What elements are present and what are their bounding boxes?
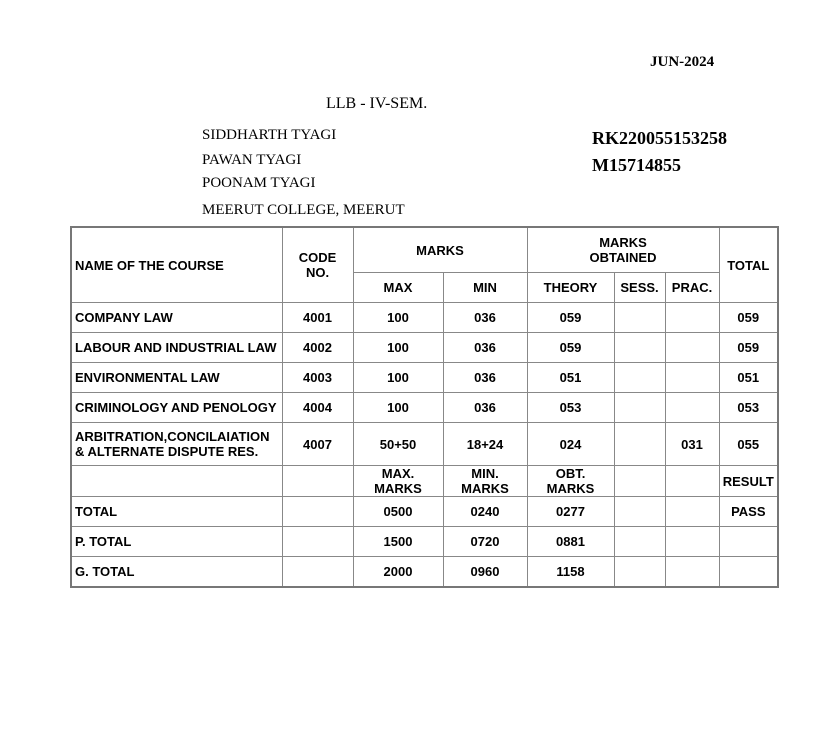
summary-empty xyxy=(665,557,719,588)
subject-max: 100 xyxy=(353,333,443,363)
subject-theory: 024 xyxy=(527,423,614,466)
subject-name: LABOUR AND INDUSTRIAL LAW xyxy=(71,333,282,363)
subject-total: 053 xyxy=(719,393,778,423)
subject-max: 100 xyxy=(353,303,443,333)
subject-min: 036 xyxy=(443,333,527,363)
summary-empty xyxy=(614,497,665,527)
subject-total: 059 xyxy=(719,303,778,333)
summary-label: P. TOTAL xyxy=(71,527,282,557)
header-code: CODE NO. xyxy=(282,227,353,303)
subject-prac xyxy=(665,303,719,333)
summary-obt: 0277 xyxy=(527,497,614,527)
exam-session: JUN-2024 xyxy=(650,54,715,70)
header-min: MIN xyxy=(443,273,527,303)
summary-min: 0240 xyxy=(443,497,527,527)
subject-code: 4001 xyxy=(282,303,353,333)
subject-name-line2: & ALTERNATE DISPUTE RES. xyxy=(75,444,259,459)
subject-total: 059 xyxy=(719,333,778,363)
subject-min: 036 xyxy=(443,363,527,393)
summary-header-obt: OBT. MARKS xyxy=(527,466,614,497)
summary-empty xyxy=(614,557,665,588)
summary-row xyxy=(71,557,778,588)
student-name: SIDDHARTH TYAGI xyxy=(202,127,337,143)
header-total: TOTAL xyxy=(719,227,778,303)
course-title: LLB - IV-SEM. xyxy=(326,95,428,112)
subject-min: 036 xyxy=(443,393,527,423)
subject-min: 18+24 xyxy=(443,423,527,466)
subject-prac xyxy=(665,333,719,363)
subject-row xyxy=(71,303,778,333)
summary-empty xyxy=(665,527,719,557)
summary-empty xyxy=(665,497,719,527)
subject-name: CRIMINOLOGY AND PENOLOGY xyxy=(71,393,282,423)
summary-empty xyxy=(282,527,353,557)
subject-name: ENVIRONMENTAL LAW xyxy=(71,363,282,393)
summary-header-empty xyxy=(665,466,719,497)
summary-obt: 0881 xyxy=(527,527,614,557)
subject-total: 051 xyxy=(719,363,778,393)
summary-header-row xyxy=(71,466,778,497)
header-row-1 xyxy=(71,227,778,273)
summary-row xyxy=(71,497,778,527)
subject-row xyxy=(71,333,778,363)
subject-max: 100 xyxy=(353,393,443,423)
header-marks-obtained xyxy=(527,227,719,273)
summary-label: G. TOTAL xyxy=(71,557,282,588)
summary-header-empty xyxy=(614,466,665,497)
subject-theory: 051 xyxy=(527,363,614,393)
summary-header-empty xyxy=(282,466,353,497)
summary-max: 1500 xyxy=(353,527,443,557)
summary-result xyxy=(719,557,778,588)
subject-row xyxy=(71,363,778,393)
subject-theory: 059 xyxy=(527,303,614,333)
summary-label: TOTAL xyxy=(71,497,282,527)
summary-max: 0500 xyxy=(353,497,443,527)
subject-code: 4007 xyxy=(282,423,353,466)
subject-theory: 053 xyxy=(527,393,614,423)
subject-theory: 059 xyxy=(527,333,614,363)
summary-min: 0720 xyxy=(443,527,527,557)
header-marks: MARKS xyxy=(353,227,527,273)
subject-row xyxy=(71,423,778,466)
header-marks-obtained-line1: MARKS xyxy=(599,235,647,250)
subject-prac xyxy=(665,363,719,393)
subject-min: 036 xyxy=(443,303,527,333)
summary-empty xyxy=(282,497,353,527)
summary-min: 0960 xyxy=(443,557,527,588)
subject-code: 4003 xyxy=(282,363,353,393)
subject-code: 4004 xyxy=(282,393,353,423)
subject-row xyxy=(71,393,778,423)
summary-result: PASS xyxy=(719,497,778,527)
header-marks-obtained-line2: OBTAINED xyxy=(589,250,657,265)
header-theory: THEORY xyxy=(527,273,614,303)
subject-total: 055 xyxy=(719,423,778,466)
subject-sess xyxy=(614,333,665,363)
summary-header-max: MAX. MARKS xyxy=(353,466,443,497)
father-name: PAWAN TYAGI xyxy=(202,152,302,168)
header-prac: PRAC. xyxy=(665,273,719,303)
header-course-name: NAME OF THE COURSE xyxy=(71,227,282,303)
summary-header-result: RESULT xyxy=(719,466,778,497)
summary-header-empty xyxy=(71,466,282,497)
roll-number: RK220055153258 xyxy=(592,128,727,148)
subject-prac xyxy=(665,393,719,423)
summary-empty xyxy=(282,557,353,588)
header-sess: SESS. xyxy=(614,273,665,303)
summary-result xyxy=(719,527,778,557)
college-name: MEERUT COLLEGE, MEERUT xyxy=(202,202,405,218)
subject-prac: 031 xyxy=(665,423,719,466)
summary-obt: 1158 xyxy=(527,557,614,588)
subject-sess xyxy=(614,363,665,393)
header-max: MAX xyxy=(353,273,443,303)
subject-sess xyxy=(614,393,665,423)
summary-row xyxy=(71,527,778,557)
subject-max: 100 xyxy=(353,363,443,393)
subject-code: 4002 xyxy=(282,333,353,363)
subject-max: 50+50 xyxy=(353,423,443,466)
summary-header-min: MIN. MARKS xyxy=(443,466,527,497)
subject-name: COMPANY LAW xyxy=(71,303,282,333)
subject-sess xyxy=(614,423,665,466)
subject-name-line1: ARBITRATION,CONCILAIATION xyxy=(75,429,270,444)
summary-max: 2000 xyxy=(353,557,443,588)
summary-empty xyxy=(614,527,665,557)
subject-name xyxy=(71,423,282,466)
mother-name: POONAM TYAGI xyxy=(202,175,316,191)
enrollment-number: M15714855 xyxy=(592,155,681,175)
subject-sess xyxy=(614,303,665,333)
marks-table xyxy=(70,226,779,588)
